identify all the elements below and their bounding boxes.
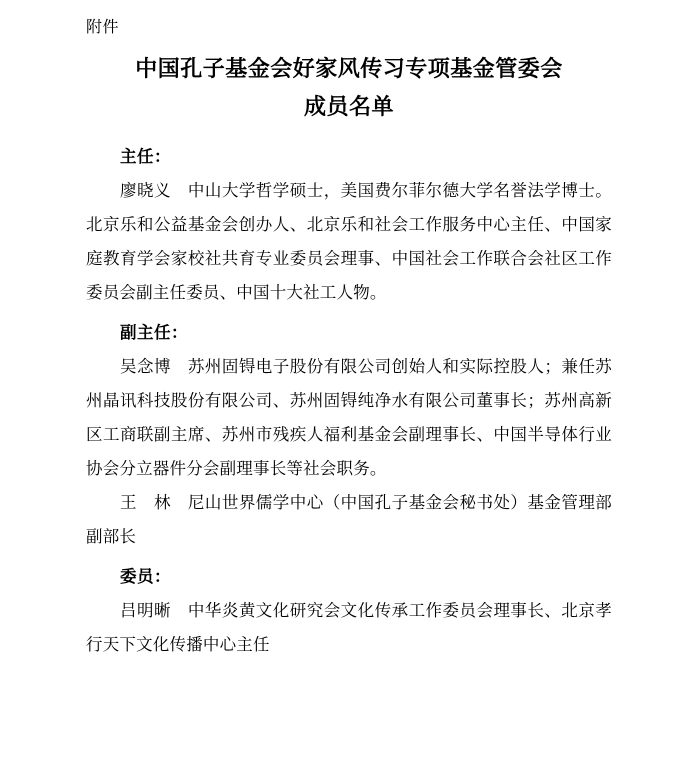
section-paragraph-members-1: 吕明晰 中华炎黄文化研究会文化传承工作委员会理事长、北京孝行天下文化传播中心主任	[86, 601, 612, 654]
section-paragraph-director-1: 廖晓义 中山大学哲学硕士，美国费尔菲尔德大学名誉法学博士。北京乐和公益基金会创办人、北京乐和社会工作服务中心主任、中国家庭教育学会家校社共育专业委员会理事、中国社会工作联合会社区工作委员会副主任委员、中国十大社工人物。	[86, 181, 612, 302]
section-paragraph-deputy-director-1: 吴念博 苏州固锝电子股份有限公司创始人和实际控股人；兼任苏州晶讯科技股份有限公司、苏州固锝纯净水有限公司董事长；苏州高新区工商联副主席、苏州市残疾人福利基金会副理事长、中国半导体行业协会分立器件分会副理事长等社会职务。	[86, 357, 612, 478]
section-paragraph-deputy-director-2: 王 林 尼山世界儒学中心（中国孔子基金会秘书处）基金管理部副部长	[86, 493, 612, 546]
section-heading-members: 委员：	[120, 567, 171, 586]
page-title-line-2: 成员名单	[303, 94, 394, 120]
attachment-label: 附件	[86, 17, 120, 36]
section-members	[86, 560, 612, 662]
page-title-line-1: 中国孔子基金会好家风传习专项基金管委会	[135, 56, 563, 82]
section-deputy-director	[86, 316, 612, 554]
section-heading-deputy-director: 副主任：	[120, 323, 188, 342]
section-director	[86, 140, 612, 310]
section-heading-director: 主任：	[120, 147, 171, 166]
page-title	[86, 50, 612, 126]
